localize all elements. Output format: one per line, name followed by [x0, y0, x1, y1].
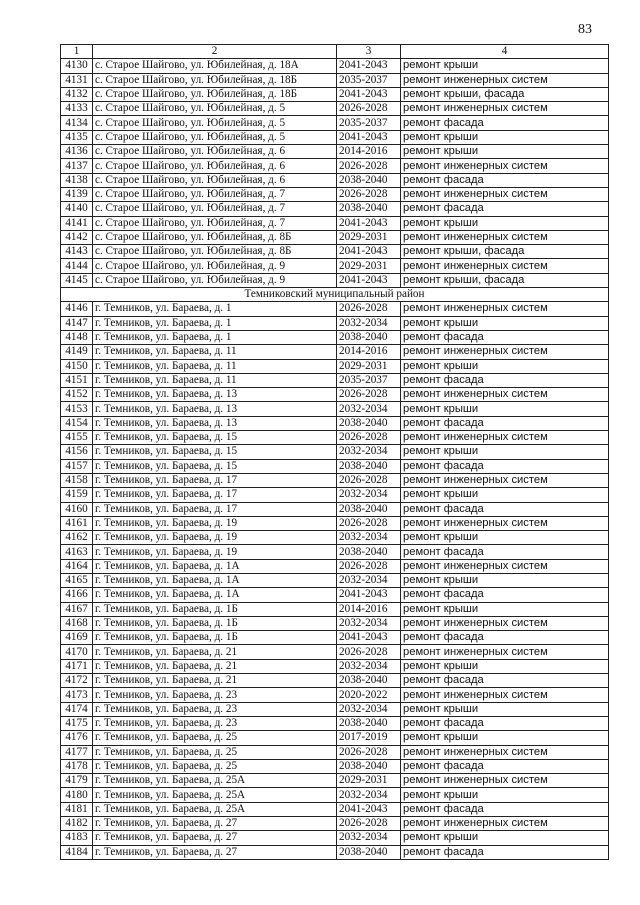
address-cell: г. Темников, ул. Бараева, д. 27	[93, 817, 337, 831]
table-row	[61, 688, 609, 702]
work-type-cell: ремонт крыши	[401, 316, 609, 330]
work-type-cell: ремонт крыши	[401, 445, 609, 459]
years-cell: 2038-2040	[337, 416, 401, 430]
years-cell: 2038-2040	[337, 545, 401, 559]
table-row	[61, 702, 609, 716]
work-type-cell: ремонт крыши	[401, 702, 609, 716]
table-body-bottom	[61, 302, 609, 860]
row-number-cell: 4172	[61, 674, 93, 688]
table-row	[61, 831, 609, 845]
years-cell: 2032-2034	[337, 488, 401, 502]
years-cell: 2038-2040	[337, 674, 401, 688]
work-type-cell: ремонт инженерных систем	[401, 73, 609, 87]
years-cell: 2038-2040	[337, 759, 401, 773]
row-number-cell: 4177	[61, 745, 93, 759]
address-cell: г. Темников, ул. Бараева, д. 27	[93, 831, 337, 845]
years-cell: 2026-2028	[337, 473, 401, 487]
table-row	[61, 674, 609, 688]
work-type-cell: ремонт крыши	[401, 731, 609, 745]
work-type-cell: ремонт инженерных систем	[401, 817, 609, 831]
row-number-cell: 4137	[61, 159, 93, 173]
work-type-cell: ремонт крыши	[401, 59, 609, 73]
table-row	[61, 187, 609, 201]
table-row	[61, 302, 609, 316]
address-cell: г. Темников, ул. Бараева, д. 25	[93, 731, 337, 745]
work-type-cell: ремонт инженерных систем	[401, 259, 609, 273]
address-cell: с. Старое Шайгово, ул. Юбилейная, д. 9	[93, 273, 337, 287]
table-row	[61, 788, 609, 802]
column-header-years: 3	[337, 45, 401, 59]
work-type-cell: ремонт фасада	[401, 845, 609, 859]
address-cell: г. Темников, ул. Бараева, д. 1	[93, 302, 337, 316]
years-cell: 2038-2040	[337, 330, 401, 344]
years-cell: 2032-2034	[337, 445, 401, 459]
address-cell: г. Темников, ул. Бараева, д. 1Б	[93, 616, 337, 630]
table-row	[61, 102, 609, 116]
work-type-cell: ремонт крыши	[401, 402, 609, 416]
work-type-cell: ремонт крыши	[401, 573, 609, 587]
years-cell: 2014-2016	[337, 345, 401, 359]
years-cell: 2026-2028	[337, 159, 401, 173]
table-row	[61, 774, 609, 788]
years-cell: 2041-2043	[337, 87, 401, 101]
work-type-cell: ремонт инженерных систем	[401, 230, 609, 244]
work-type-cell: ремонт крыши	[401, 359, 609, 373]
row-number-cell: 4138	[61, 173, 93, 187]
row-number-cell: 4133	[61, 102, 93, 116]
table-body-top	[61, 59, 609, 288]
address-cell: с. Старое Шайгово, ул. Юбилейная, д. 5	[93, 116, 337, 130]
table-row	[61, 87, 609, 101]
row-number-cell: 4141	[61, 216, 93, 230]
years-cell: 2026-2028	[337, 302, 401, 316]
table-row	[61, 145, 609, 159]
address-cell: г. Темников, ул. Бараева, д. 15	[93, 431, 337, 445]
row-number-cell: 4150	[61, 359, 93, 373]
table-row	[61, 230, 609, 244]
row-number-cell: 4170	[61, 645, 93, 659]
column-header-address: 2	[93, 45, 337, 59]
years-cell: 2038-2040	[337, 459, 401, 473]
work-type-cell: ремонт крыши	[401, 659, 609, 673]
years-cell: 2017-2019	[337, 731, 401, 745]
row-number-cell: 4147	[61, 316, 93, 330]
years-cell: 2041-2043	[337, 130, 401, 144]
table-row	[61, 488, 609, 502]
address-cell: г. Темников, ул. Бараева, д. 1Б	[93, 631, 337, 645]
work-type-cell: ремонт фасада	[401, 330, 609, 344]
address-cell: г. Темников, ул. Бараева, д. 23	[93, 702, 337, 716]
address-cell: г. Темников, ул. Бараева, д. 13	[93, 416, 337, 430]
row-number-cell: 4146	[61, 302, 93, 316]
years-cell: 2032-2034	[337, 659, 401, 673]
years-cell: 2014-2016	[337, 145, 401, 159]
table-row	[61, 731, 609, 745]
years-cell: 2014-2016	[337, 602, 401, 616]
years-cell: 2038-2040	[337, 716, 401, 730]
table-row	[61, 659, 609, 673]
years-cell: 2041-2043	[337, 245, 401, 259]
work-type-cell: ремонт крыши	[401, 145, 609, 159]
years-cell: 2032-2034	[337, 831, 401, 845]
row-number-cell: 4144	[61, 259, 93, 273]
work-type-cell: ремонт крыши	[401, 531, 609, 545]
row-number-cell: 4167	[61, 602, 93, 616]
row-number-cell: 4134	[61, 116, 93, 130]
address-cell: г. Темников, ул. Бараева, д. 25А	[93, 802, 337, 816]
row-number-cell: 4175	[61, 716, 93, 730]
address-cell: с. Старое Шайгово, ул. Юбилейная, д. 8Б	[93, 230, 337, 244]
address-cell: г. Темников, ул. Бараева, д. 1	[93, 316, 337, 330]
years-cell: 2038-2040	[337, 845, 401, 859]
years-cell: 2041-2043	[337, 631, 401, 645]
years-cell: 2032-2034	[337, 573, 401, 587]
years-cell: 2026-2028	[337, 388, 401, 402]
table-row	[61, 130, 609, 144]
years-cell: 2038-2040	[337, 202, 401, 216]
address-cell: г. Темников, ул. Бараева, д. 1А	[93, 559, 337, 573]
table-row	[61, 431, 609, 445]
address-cell: г. Темников, ул. Бараева, д. 25А	[93, 774, 337, 788]
years-cell: 2032-2034	[337, 531, 401, 545]
years-cell: 2026-2028	[337, 645, 401, 659]
row-number-cell: 4132	[61, 87, 93, 101]
address-cell: г. Темников, ул. Бараева, д. 13	[93, 388, 337, 402]
address-cell: г. Темников, ул. Бараева, д. 27	[93, 845, 337, 859]
work-type-cell: ремонт инженерных систем	[401, 688, 609, 702]
work-type-cell: ремонт фасада	[401, 631, 609, 645]
row-number-cell: 4171	[61, 659, 93, 673]
section-group	[61, 288, 609, 302]
years-cell: 2026-2028	[337, 187, 401, 201]
work-type-cell: ремонт крыши	[401, 788, 609, 802]
address-cell: с. Старое Шайгово, ул. Юбилейная, д. 6	[93, 173, 337, 187]
address-cell: г. Темников, ул. Бараева, д. 15	[93, 445, 337, 459]
row-number-cell: 4165	[61, 573, 93, 587]
work-type-cell: ремонт крыши, фасада	[401, 87, 609, 101]
table-row	[61, 616, 609, 630]
section-title: Темниковский муниципальный район	[61, 288, 609, 302]
work-type-cell: ремонт крыши	[401, 602, 609, 616]
row-number-cell: 4166	[61, 588, 93, 602]
row-number-cell: 4152	[61, 388, 93, 402]
work-type-cell: ремонт фасада	[401, 802, 609, 816]
work-type-cell: ремонт инженерных систем	[401, 745, 609, 759]
table-row	[61, 588, 609, 602]
table-row	[61, 59, 609, 73]
row-number-cell: 4131	[61, 73, 93, 87]
address-cell: г. Темников, ул. Бараева, д. 17	[93, 473, 337, 487]
work-type-cell: ремонт фасада	[401, 116, 609, 130]
table-row	[61, 531, 609, 545]
address-cell: г. Темников, ул. Бараева, д. 19	[93, 545, 337, 559]
address-cell: г. Темников, ул. Бараева, д. 15	[93, 459, 337, 473]
work-type-cell: ремонт фасада	[401, 502, 609, 516]
work-type-cell: ремонт крыши	[401, 488, 609, 502]
table-row	[61, 316, 609, 330]
years-cell: 2041-2043	[337, 273, 401, 287]
table-row	[61, 602, 609, 616]
years-cell: 2032-2034	[337, 316, 401, 330]
column-header-work-type: 4	[401, 45, 609, 59]
years-cell: 2035-2037	[337, 116, 401, 130]
row-number-cell: 4139	[61, 187, 93, 201]
years-cell: 2029-2031	[337, 259, 401, 273]
row-number-cell: 4178	[61, 759, 93, 773]
row-number-cell: 4168	[61, 616, 93, 630]
address-cell: с. Старое Шайгово, ул. Юбилейная, д. 18Б	[93, 87, 337, 101]
table-row	[61, 73, 609, 87]
row-number-cell: 4182	[61, 817, 93, 831]
table-row	[61, 445, 609, 459]
address-cell: г. Темников, ул. Бараева, д. 1Б	[93, 602, 337, 616]
table-row	[61, 559, 609, 573]
table-row	[61, 545, 609, 559]
table-row	[61, 345, 609, 359]
row-number-cell: 4181	[61, 802, 93, 816]
row-number-cell: 4153	[61, 402, 93, 416]
row-number-cell: 4155	[61, 431, 93, 445]
table-row	[61, 473, 609, 487]
years-cell: 2026-2028	[337, 102, 401, 116]
years-cell: 2029-2031	[337, 230, 401, 244]
row-number-cell: 4135	[61, 130, 93, 144]
work-type-cell: ремонт инженерных систем	[401, 388, 609, 402]
address-cell: с. Старое Шайгово, ул. Юбилейная, д. 5	[93, 130, 337, 144]
work-type-cell: ремонт инженерных систем	[401, 159, 609, 173]
row-number-cell: 4184	[61, 845, 93, 859]
work-type-cell: ремонт крыши	[401, 831, 609, 845]
years-cell: 2041-2043	[337, 59, 401, 73]
address-cell: г. Темников, ул. Бараева, д. 21	[93, 645, 337, 659]
address-cell: с. Старое Шайгово, ул. Юбилейная, д. 6	[93, 159, 337, 173]
table-row	[61, 459, 609, 473]
table-row	[61, 845, 609, 859]
years-cell: 2029-2031	[337, 359, 401, 373]
row-number-cell: 4179	[61, 774, 93, 788]
row-number-cell: 4180	[61, 788, 93, 802]
years-cell: 2035-2037	[337, 373, 401, 387]
work-type-cell: ремонт фасада	[401, 416, 609, 430]
table-row	[61, 373, 609, 387]
table-row	[61, 159, 609, 173]
address-cell: г. Темников, ул. Бараева, д. 21	[93, 659, 337, 673]
years-cell: 2020-2022	[337, 688, 401, 702]
table-row	[61, 259, 609, 273]
years-cell: 2032-2034	[337, 616, 401, 630]
table-row	[61, 516, 609, 530]
table-row	[61, 802, 609, 816]
table-row	[61, 273, 609, 287]
work-type-cell: ремонт фасада	[401, 202, 609, 216]
row-number-cell: 4142	[61, 230, 93, 244]
work-type-cell: ремонт инженерных систем	[401, 473, 609, 487]
address-cell: с. Старое Шайгово, ул. Юбилейная, д. 7	[93, 187, 337, 201]
address-cell: г. Темников, ул. Бараева, д. 1	[93, 330, 337, 344]
address-cell: г. Темников, ул. Бараева, д. 11	[93, 359, 337, 373]
table-row	[61, 202, 609, 216]
work-type-cell: ремонт инженерных систем	[401, 616, 609, 630]
row-number-cell: 4130	[61, 59, 93, 73]
address-cell: с. Старое Шайгово, ул. Юбилейная, д. 5	[93, 102, 337, 116]
row-number-cell: 4161	[61, 516, 93, 530]
work-type-cell: ремонт крыши, фасада	[401, 273, 609, 287]
years-cell: 2032-2034	[337, 402, 401, 416]
address-cell: г. Темников, ул. Бараева, д. 19	[93, 516, 337, 530]
address-cell: с. Старое Шайгово, ул. Юбилейная, д. 18Б	[93, 73, 337, 87]
address-cell: с. Старое Шайгово, ул. Юбилейная, д. 6	[93, 145, 337, 159]
work-type-cell: ремонт фасада	[401, 545, 609, 559]
row-number-cell: 4160	[61, 502, 93, 516]
table-row	[61, 745, 609, 759]
row-number-cell: 4174	[61, 702, 93, 716]
table-row	[61, 216, 609, 230]
years-cell: 2032-2034	[337, 702, 401, 716]
row-number-cell: 4159	[61, 488, 93, 502]
row-number-cell: 4156	[61, 445, 93, 459]
address-cell: г. Темников, ул. Бараева, д. 11	[93, 373, 337, 387]
work-type-cell: ремонт крыши, фасада	[401, 245, 609, 259]
row-number-cell: 4148	[61, 330, 93, 344]
table-row	[61, 573, 609, 587]
address-cell: г. Темников, ул. Бараева, д. 13	[93, 402, 337, 416]
address-cell: с. Старое Шайгово, ул. Юбилейная, д. 9	[93, 259, 337, 273]
table-row	[61, 759, 609, 773]
row-number-cell: 4151	[61, 373, 93, 387]
work-type-cell: ремонт фасада	[401, 759, 609, 773]
row-number-cell: 4140	[61, 202, 93, 216]
address-cell: г. Темников, ул. Бараева, д. 1А	[93, 588, 337, 602]
work-type-cell: ремонт фасада	[401, 674, 609, 688]
table-row	[61, 330, 609, 344]
address-cell: г. Темников, ул. Бараева, д. 11	[93, 345, 337, 359]
years-cell: 2026-2028	[337, 431, 401, 445]
work-type-cell: ремонт инженерных систем	[401, 559, 609, 573]
address-cell: г. Темников, ул. Бараева, д. 23	[93, 716, 337, 730]
years-cell: 2035-2037	[337, 73, 401, 87]
registry-table	[60, 44, 609, 860]
address-cell: с. Старое Шайгово, ул. Юбилейная, д. 7	[93, 216, 337, 230]
row-number-cell: 4149	[61, 345, 93, 359]
address-cell: с. Старое Шайгово, ул. Юбилейная, д. 8Б	[93, 245, 337, 259]
years-cell: 2041-2043	[337, 588, 401, 602]
work-type-cell: ремонт фасада	[401, 716, 609, 730]
work-type-cell: ремонт крыши	[401, 130, 609, 144]
work-type-cell: ремонт инженерных систем	[401, 516, 609, 530]
row-number-cell: 4157	[61, 459, 93, 473]
address-cell: г. Темников, ул. Бараева, д. 25А	[93, 788, 337, 802]
section-row	[61, 288, 609, 302]
row-number-cell: 4145	[61, 273, 93, 287]
row-number-cell: 4136	[61, 145, 93, 159]
row-number-cell: 4169	[61, 631, 93, 645]
table-row	[61, 416, 609, 430]
address-cell: г. Темников, ул. Бараева, д. 23	[93, 688, 337, 702]
table-header	[61, 45, 609, 59]
row-number-cell: 4158	[61, 473, 93, 487]
work-type-cell: ремонт инженерных систем	[401, 302, 609, 316]
address-cell: г. Темников, ул. Бараева, д. 25	[93, 745, 337, 759]
table-row	[61, 716, 609, 730]
work-type-cell: ремонт инженерных систем	[401, 774, 609, 788]
years-cell: 2032-2034	[337, 788, 401, 802]
row-number-cell: 4176	[61, 731, 93, 745]
row-number-cell: 4183	[61, 831, 93, 845]
address-cell: г. Темников, ул. Бараева, д. 25	[93, 759, 337, 773]
work-type-cell: ремонт фасада	[401, 588, 609, 602]
years-cell: 2038-2040	[337, 502, 401, 516]
table-row	[61, 817, 609, 831]
work-type-cell: ремонт инженерных систем	[401, 345, 609, 359]
table-row	[61, 502, 609, 516]
page-number: 83	[578, 22, 592, 37]
row-number-cell: 4143	[61, 245, 93, 259]
table-row	[61, 402, 609, 416]
work-type-cell: ремонт инженерных систем	[401, 431, 609, 445]
years-cell: 2026-2028	[337, 817, 401, 831]
work-type-cell: ремонт фасада	[401, 459, 609, 473]
address-cell: г. Темников, ул. Бараева, д. 17	[93, 488, 337, 502]
table-row	[61, 173, 609, 187]
work-type-cell: ремонт фасада	[401, 173, 609, 187]
years-cell: 2041-2043	[337, 802, 401, 816]
years-cell: 2038-2040	[337, 173, 401, 187]
work-type-cell: ремонт крыши	[401, 216, 609, 230]
table-row	[61, 631, 609, 645]
row-number-cell: 4154	[61, 416, 93, 430]
address-cell: г. Темников, ул. Бараева, д. 17	[93, 502, 337, 516]
address-cell: г. Темников, ул. Бараева, д. 1А	[93, 573, 337, 587]
work-type-cell: ремонт инженерных систем	[401, 645, 609, 659]
table-row	[61, 245, 609, 259]
years-cell: 2026-2028	[337, 516, 401, 530]
work-type-cell: ремонт инженерных систем	[401, 187, 609, 201]
row-number-cell: 4163	[61, 545, 93, 559]
years-cell: 2029-2031	[337, 774, 401, 788]
years-cell: 2041-2043	[337, 216, 401, 230]
table-row	[61, 645, 609, 659]
row-number-cell: 4164	[61, 559, 93, 573]
table-row	[61, 388, 609, 402]
years-cell: 2026-2028	[337, 745, 401, 759]
row-number-cell: 4173	[61, 688, 93, 702]
table-row	[61, 116, 609, 130]
address-cell: г. Темников, ул. Бараева, д. 19	[93, 531, 337, 545]
work-type-cell: ремонт фасада	[401, 373, 609, 387]
work-type-cell: ремонт инженерных систем	[401, 102, 609, 116]
address-cell: с. Старое Шайгово, ул. Юбилейная, д. 7	[93, 202, 337, 216]
column-header-number: 1	[61, 45, 93, 59]
address-cell: г. Темников, ул. Бараева, д. 21	[93, 674, 337, 688]
years-cell: 2026-2028	[337, 559, 401, 573]
row-number-cell: 4162	[61, 531, 93, 545]
table-row	[61, 359, 609, 373]
header-row	[61, 45, 609, 59]
address-cell: с. Старое Шайгово, ул. Юбилейная, д. 18А	[93, 59, 337, 73]
